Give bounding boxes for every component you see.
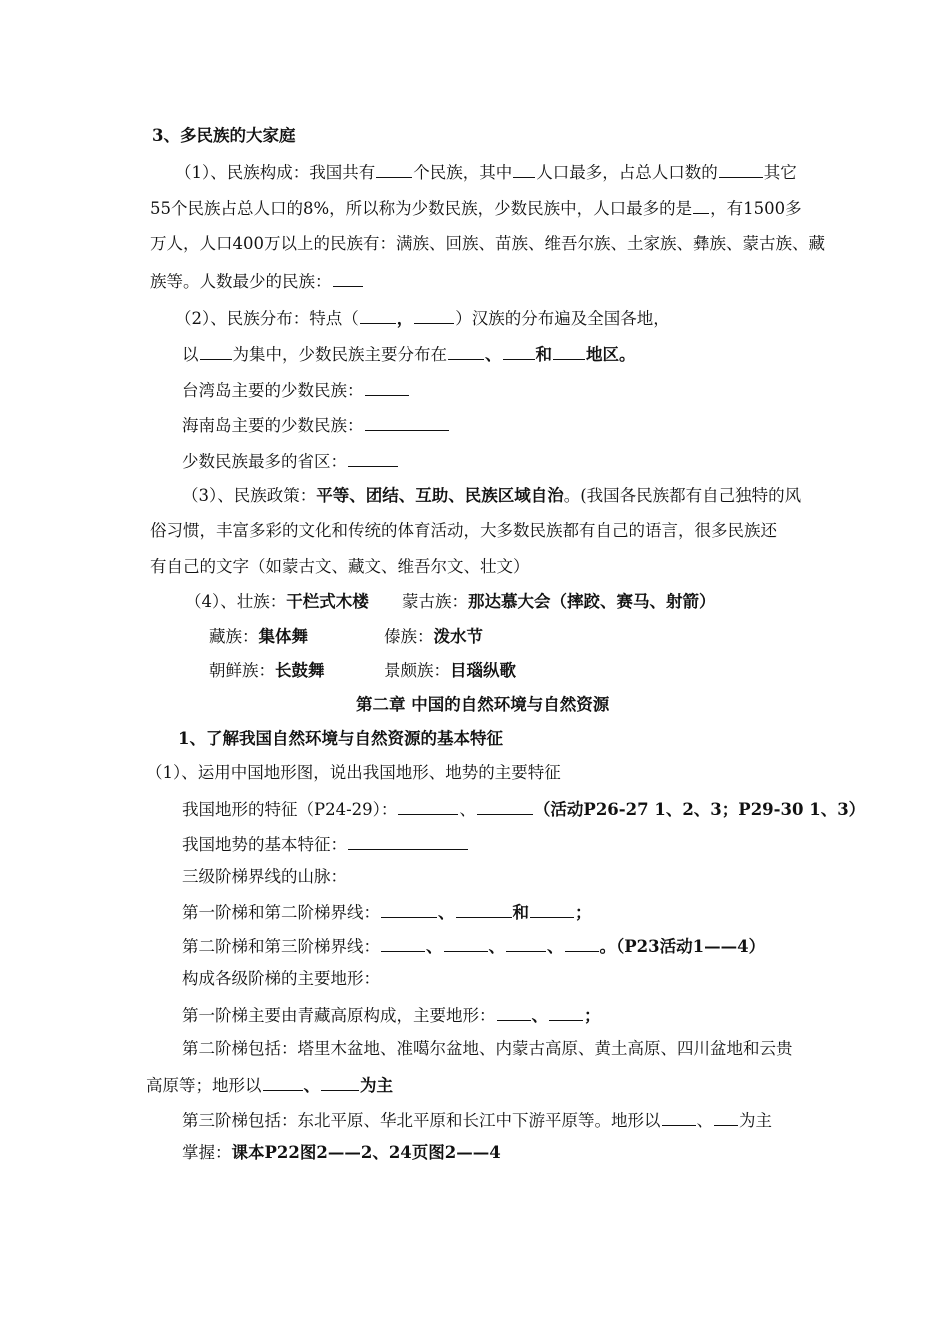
blank-field[interactable]: [503, 342, 535, 360]
blank-field[interactable]: [348, 832, 468, 850]
step-2-3-line: [182, 934, 765, 958]
chapter-subheading: 1、了解我国自然环境与自然资源的基本特征: [178, 729, 503, 748]
text: 第一阶梯主要由青藏高原构成，主要地形：: [182, 1006, 496, 1025]
text: 海南岛主要的少数民族：: [182, 416, 364, 435]
text: 个民族，其中: [413, 163, 513, 182]
text: 景颇族：: [384, 661, 450, 680]
blank-field[interactable]: [444, 934, 488, 952]
text: 朝鲜族：: [209, 661, 275, 680]
customs-mongol: [402, 591, 716, 613]
text: ；: [575, 903, 592, 922]
text: 人口最多，占总人口数的: [536, 163, 718, 182]
blank-field[interactable]: [321, 1073, 359, 1091]
third-step-line: [182, 1108, 772, 1132]
text: 为主: [360, 1076, 393, 1095]
text: 为主: [739, 1111, 772, 1130]
text: 第一阶梯和第二阶梯界线：: [182, 903, 380, 922]
customs-jingpo: [384, 660, 516, 682]
text: 第二阶梯和第三阶梯界线：: [182, 937, 380, 956]
blank-field[interactable]: [381, 934, 425, 952]
policy-text: 平等、团结、互助、民族区域自治: [316, 486, 564, 505]
blank-field[interactable]: [549, 1003, 583, 1021]
text: 族等。人数最少的民族：: [150, 272, 332, 291]
text: 和: [512, 903, 529, 922]
customs-dai: [384, 626, 483, 648]
section-heading: 3、多民族的大家庭: [152, 126, 296, 145]
blank-field[interactable]: [414, 306, 454, 324]
text: 、: [696, 1111, 713, 1130]
text: （活动P26-27 1、2、3；P29-30 1、3）: [533, 800, 866, 819]
blank-field[interactable]: [506, 934, 546, 952]
text: ）汉族的分布遍及全国各地，: [455, 309, 670, 328]
ethnic-policy-line-1: [182, 485, 801, 507]
three-steps-line: 三级阶梯界线的山脉：: [182, 867, 347, 886]
ethnic-distribution-line-2: [182, 342, 636, 366]
text: 傣族：: [384, 627, 434, 646]
text: 那达慕大会（摔跤、赛马、射箭）: [468, 592, 716, 611]
taiwan-line: [182, 378, 410, 402]
blank-field[interactable]: [200, 342, 232, 360]
ethnic-policy-line-3: 有自己的文字（如蒙古文、藏文、维吾尔文、壮文）: [150, 557, 530, 576]
blank-field[interactable]: [662, 1108, 696, 1126]
province-line: [182, 449, 399, 473]
text: 、: [426, 937, 443, 956]
text: 、: [303, 1076, 320, 1095]
text: 长鼓舞: [275, 661, 325, 680]
blank-field[interactable]: [381, 900, 437, 918]
text: ，有1500多: [710, 199, 802, 218]
text: 和: [535, 345, 552, 364]
text: （2）、民族分布：特点（: [175, 309, 359, 328]
blank-field[interactable]: [456, 900, 512, 918]
text: 、: [547, 937, 564, 956]
blank-field[interactable]: [348, 449, 398, 467]
text: 少数民族最多的省区：: [182, 452, 347, 471]
blank-field[interactable]: [565, 934, 599, 952]
text: （4）、壮族：: [185, 592, 287, 611]
second-step-line-1: 第二阶梯包括：塔里木盆地、准噶尔盆地、内蒙古高原、黄土高原、四川盆地和云贵: [182, 1039, 793, 1058]
customs-chaoxian: [209, 660, 325, 682]
text: 地区。: [586, 345, 636, 364]
text: 、: [531, 1006, 548, 1025]
text: 课本P22图2——2、24页图2——4: [231, 1143, 501, 1162]
text: ，: [396, 309, 414, 328]
blank-field[interactable]: [365, 413, 449, 431]
item-1: （1）、运用中国地形图，说出我国地形、地势的主要特征: [146, 763, 561, 782]
blank-field[interactable]: [333, 269, 363, 287]
blank-field[interactable]: [360, 306, 396, 324]
ethnic-distribution-line-1: [175, 306, 670, 330]
text: 以: [182, 345, 199, 364]
blank-field[interactable]: [497, 1003, 531, 1021]
text: 高原等；地形以: [146, 1076, 262, 1095]
chapter-title: 第二章 中国的自然环境与自然资源: [356, 695, 610, 714]
blank-field[interactable]: [714, 1108, 738, 1126]
text: 、: [488, 937, 505, 956]
ethnic-policy-line-2: 俗习惯，丰富多彩的文化和传统的体育活动，大多数民族都有自己的语言，很多民族还: [150, 521, 777, 540]
blank-field[interactable]: [513, 160, 535, 178]
terrain-feature-line: [182, 797, 865, 821]
text: 我国地势的基本特征：: [182, 835, 347, 854]
step-1-2-line: [182, 900, 592, 924]
ethnic-composition-line-1: [175, 160, 797, 184]
text: 蒙古族：: [402, 592, 468, 611]
blank-field[interactable]: [365, 378, 409, 396]
customs-line-1: [185, 591, 369, 613]
text: 为集中，少数民族主要分布在: [232, 345, 447, 364]
text: 、: [438, 903, 455, 922]
text: 第三阶梯包括：东北平原、华北平原和长江中下游平原等。地形以: [182, 1111, 661, 1130]
blank-field[interactable]: [693, 196, 709, 214]
ethnic-composition-line-2: [150, 196, 802, 220]
ethnic-composition-line-4: [150, 269, 364, 293]
blank-field[interactable]: [376, 160, 412, 178]
hainan-line: [182, 413, 450, 437]
text: 。（P23活动1——4）: [599, 937, 766, 956]
blank-field[interactable]: [530, 900, 574, 918]
landforms-line: 构成各级阶梯的主要地形：: [182, 969, 380, 988]
text: 。(我国各民族都有自己独特的风: [563, 486, 802, 505]
text: 台湾岛主要的少数民族：: [182, 381, 364, 400]
blank-field[interactable]: [719, 160, 763, 178]
first-step-line: [182, 1003, 601, 1027]
text: （3）、民族政策：: [182, 486, 317, 505]
blank-field[interactable]: [263, 1073, 303, 1091]
blank-field[interactable]: [398, 797, 458, 815]
blank-field[interactable]: [553, 342, 585, 360]
text: 藏族：: [209, 627, 259, 646]
text: 掌握：: [182, 1143, 232, 1162]
blank-field[interactable]: [477, 797, 533, 815]
customs-zang: [209, 626, 308, 648]
ethnic-composition-line-3: 万人，人口400万以上的民族有：满族、回族、苗族、维吾尔族、土家族、彝族、蒙古族、藏: [150, 234, 825, 253]
text: ；: [584, 1006, 601, 1025]
text: 泼水节: [433, 627, 483, 646]
text: 、: [459, 800, 476, 819]
text: 其它: [763, 163, 797, 182]
text: （1）、民族构成：我国共有: [175, 163, 376, 182]
text: 集体舞: [258, 627, 308, 646]
slope-feature-line: [182, 832, 469, 856]
text: 、: [485, 345, 502, 364]
blank-field[interactable]: [448, 342, 484, 360]
second-step-line-2: [146, 1073, 393, 1097]
text: 目瑙纵歌: [450, 661, 516, 680]
text: 干栏式木楼: [286, 592, 369, 611]
text: 我国地形的特征（P24-29）：: [182, 800, 398, 819]
master-line: [182, 1142, 501, 1164]
text: 55个民族占总人口的8%，所以称为少数民族，少数民族中，人口最多的是: [150, 199, 693, 218]
